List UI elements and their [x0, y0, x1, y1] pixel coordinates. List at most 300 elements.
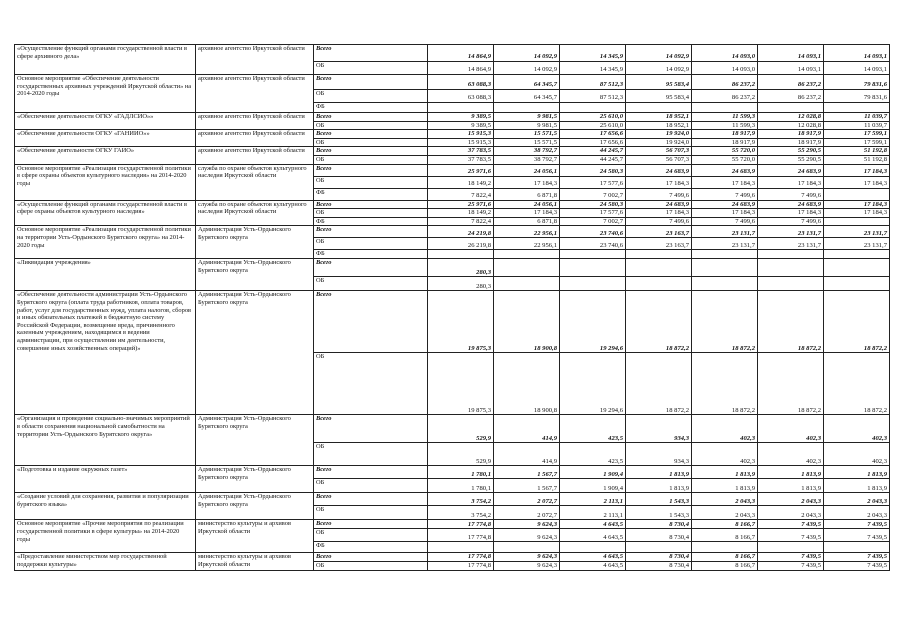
executor-cell: Администрация Усть-Ордынского Бурятского округа [196, 226, 314, 259]
amount-cell: 23 131,7 [824, 226, 890, 238]
amount-cell: 280,3 [428, 277, 494, 291]
amount-cell: 17 774,8 [428, 561, 494, 570]
amount-cell: 11 599,3 [692, 113, 758, 122]
amount-cell: 18 872,2 [692, 353, 758, 415]
funding-source-cell: Всего [314, 113, 428, 122]
amount-cell [626, 277, 692, 291]
amount-cell: 11 039,7 [824, 121, 890, 130]
amount-cell: 14 092,9 [494, 62, 560, 75]
amount-cell: 24 580,3 [560, 164, 626, 176]
amount-cell: 23 131,7 [758, 238, 824, 250]
amount-cell: 18 149,2 [428, 176, 494, 188]
amount-cell: 14 092,9 [626, 62, 692, 75]
amount-cell: 17 184,3 [692, 209, 758, 218]
amount-cell: 18 872,2 [692, 291, 758, 353]
funding-source-cell: ОБ [314, 238, 428, 250]
measure-name-cell: «Организация и проведение социально-значимых мероприятий в области сохранения национальной самобытности на территории Усть-Ордынского Бурятского округа» [15, 415, 196, 466]
amount-cell: 8 166,7 [692, 520, 758, 529]
amount-cell: 7 499,6 [758, 188, 824, 200]
amount-cell [692, 250, 758, 259]
amount-cell: 51 192,8 [824, 147, 890, 156]
amount-cell: 280,3 [428, 259, 494, 277]
amount-cell: 7 002,7 [560, 217, 626, 226]
amount-cell [692, 277, 758, 291]
table-row [15, 466, 890, 479]
amount-cell: 37 783,5 [428, 155, 494, 164]
table-row [15, 226, 890, 238]
amount-cell [560, 277, 626, 291]
measure-name-cell: «Обеспечение деятельности ОГКУ «ГАДЛСИО»» [15, 113, 196, 130]
amount-cell [428, 542, 494, 553]
amount-cell: 11 599,3 [692, 121, 758, 130]
funding-source-cell: ФБ [314, 188, 428, 200]
amount-cell: 86 237,2 [758, 90, 824, 103]
amount-cell: 12 028,8 [758, 113, 824, 122]
amount-cell [824, 188, 890, 200]
executor-cell: министерство культуры и архивов Иркутской области [196, 520, 314, 553]
amount-cell [626, 259, 692, 277]
amount-cell: 2 072,7 [494, 493, 560, 506]
amount-cell: 17 184,3 [824, 164, 890, 176]
table-row [15, 164, 890, 176]
funding-source-cell: ОБ [314, 62, 428, 75]
amount-cell: 23 131,7 [758, 226, 824, 238]
funding-source-cell: Всего [314, 466, 428, 479]
amount-cell: 529,9 [428, 415, 494, 443]
funding-source-cell: Всего [314, 553, 428, 562]
funding-source-cell: ОБ [314, 506, 428, 520]
amount-cell: 2 043,3 [692, 493, 758, 506]
amount-cell: 7 439,5 [824, 553, 890, 562]
amount-cell: 7 499,6 [626, 188, 692, 200]
amount-cell: 6 871,8 [494, 188, 560, 200]
amount-cell [824, 250, 890, 259]
funding-source-cell: ФБ [314, 103, 428, 113]
amount-cell: 414,9 [494, 415, 560, 443]
amount-cell: 79 831,6 [824, 75, 890, 90]
amount-cell: 17 184,3 [626, 176, 692, 188]
amount-cell: 14 093,1 [824, 45, 890, 62]
amount-cell: 8 166,7 [692, 529, 758, 542]
measure-name-cell: «Обеспечение деятельности ОГКУ «ГАНИИО»» [15, 130, 196, 147]
amount-cell: 402,3 [758, 443, 824, 466]
amount-cell [494, 542, 560, 553]
amount-cell: 2 072,7 [494, 506, 560, 520]
amount-cell [494, 277, 560, 291]
funding-source-cell: Всего [314, 147, 428, 156]
measure-name-cell: «Ликвидация учреждения» [15, 259, 196, 291]
table-row [15, 130, 890, 139]
amount-cell: 2 043,3 [692, 506, 758, 520]
amount-cell: 17 774,8 [428, 553, 494, 562]
amount-cell: 18 917,9 [758, 130, 824, 139]
amount-cell: 7 822,4 [428, 217, 494, 226]
amount-cell: 25 971,6 [428, 200, 494, 209]
amount-cell: 87 512,3 [560, 75, 626, 90]
amount-cell: 26 219,8 [428, 238, 494, 250]
measure-name-cell: Основное мероприятие «Реализация государственной политики в сфере охраны объектов культурного наследия» на 2014-2020 годы [15, 164, 196, 200]
amount-cell: 86 237,2 [692, 75, 758, 90]
amount-cell: 23 163,7 [626, 238, 692, 250]
table-row [15, 259, 890, 277]
amount-cell: 14 092,9 [494, 45, 560, 62]
amount-cell: 44 245,7 [560, 147, 626, 156]
amount-cell: 18 872,2 [758, 353, 824, 415]
amount-cell: 15 571,5 [494, 138, 560, 147]
funding-source-cell: Всего [314, 259, 428, 277]
amount-cell: 11 039,7 [824, 113, 890, 122]
executor-cell: служба по охране объектов культурного наследия Иркутской области [196, 200, 314, 226]
amount-cell: 14 345,9 [560, 45, 626, 62]
funding-source-cell: ОБ [314, 176, 428, 188]
amount-cell: 18 872,2 [626, 291, 692, 353]
executor-cell: архивное агентство Иркутской области [196, 113, 314, 130]
funding-source-cell: Всего [314, 75, 428, 90]
funding-source-cell: ОБ [314, 443, 428, 466]
amount-cell: 934,3 [626, 443, 692, 466]
amount-cell [626, 542, 692, 553]
table-row [15, 75, 890, 90]
table-row [15, 553, 890, 562]
amount-cell [560, 103, 626, 113]
amount-cell: 18 917,9 [692, 138, 758, 147]
amount-cell: 17 774,8 [428, 520, 494, 529]
amount-cell: 2 113,1 [560, 506, 626, 520]
funding-source-cell: ОБ [314, 138, 428, 147]
executor-cell: архивное агентство Иркутской области [196, 147, 314, 164]
amount-cell: 14 092,9 [626, 45, 692, 62]
amount-cell [824, 542, 890, 553]
funding-source-cell: Всего [314, 45, 428, 62]
amount-cell: 7 439,5 [824, 520, 890, 529]
funding-source-cell: Всего [314, 415, 428, 443]
amount-cell: 9 624,3 [494, 553, 560, 562]
amount-cell: 55 720,0 [692, 155, 758, 164]
amount-cell [626, 250, 692, 259]
amount-cell: 56 707,3 [626, 147, 692, 156]
amount-cell [494, 103, 560, 113]
amount-cell: 7 439,5 [758, 561, 824, 570]
amount-cell: 37 783,5 [428, 147, 494, 156]
amount-cell: 17 656,6 [560, 138, 626, 147]
amount-cell: 4 643,5 [560, 520, 626, 529]
amount-cell: 9 389,5 [428, 121, 494, 130]
amount-cell: 9 981,5 [494, 113, 560, 122]
amount-cell: 7 439,5 [824, 529, 890, 542]
amount-cell [824, 277, 890, 291]
amount-cell: 7 499,6 [758, 217, 824, 226]
amount-cell: 17 184,3 [494, 209, 560, 218]
amount-cell: 23 740,6 [560, 226, 626, 238]
amount-cell: 18 872,2 [626, 353, 692, 415]
amount-cell: 17 184,3 [626, 209, 692, 218]
amount-cell [494, 250, 560, 259]
executor-cell: архивное агентство Иркутской области [196, 45, 314, 75]
amount-cell: 8 730,4 [626, 553, 692, 562]
amount-cell: 18 872,2 [758, 291, 824, 353]
amount-cell: 934,3 [626, 415, 692, 443]
amount-cell: 402,3 [692, 443, 758, 466]
amount-cell: 1 543,3 [626, 493, 692, 506]
funding-source-cell: ОБ [314, 479, 428, 493]
amount-cell: 14 093,1 [824, 62, 890, 75]
funding-source-cell: ОБ [314, 209, 428, 218]
table-row [15, 415, 890, 443]
amount-cell: 17 184,3 [494, 176, 560, 188]
amount-cell: 18 900,8 [494, 291, 560, 353]
amount-cell: 38 792,7 [494, 155, 560, 164]
amount-cell: 2 043,3 [758, 506, 824, 520]
amount-cell [626, 103, 692, 113]
amount-cell [758, 259, 824, 277]
amount-cell: 414,9 [494, 443, 560, 466]
budget-table-page [14, 44, 889, 571]
amount-cell: 7 439,5 [758, 529, 824, 542]
table-row [15, 200, 890, 209]
amount-cell: 24 683,9 [692, 164, 758, 176]
amount-cell: 8 730,4 [626, 529, 692, 542]
measure-name-cell: «Обеспечение деятельности администрации Усть-Ордынского Бурятского округа (оплата труда работников, оплата товаров, работ, услуг для государственных нужд, уплата налогов, сборов и иных обязательных платежей в бюджетную систему Российской Федерации, возмещение вреда, причиненного казенным учреждением, находящимся в ведении администрации, при осуществлении им деятельности, совершение иных хозяйственных операций)» [15, 291, 196, 415]
amount-cell: 7 499,6 [692, 217, 758, 226]
amount-cell [758, 103, 824, 113]
executor-cell: Администрация Усть-Ордынского Бурятского округа [196, 259, 314, 291]
amount-cell: 79 831,6 [824, 90, 890, 103]
amount-cell: 1 813,9 [692, 466, 758, 479]
amount-cell: 4 643,5 [560, 529, 626, 542]
executor-cell: Администрация Усть-Ордынского Бурятского округа [196, 493, 314, 520]
amount-cell: 402,3 [758, 415, 824, 443]
amount-cell: 24 056,1 [494, 200, 560, 209]
funding-source-cell: ОБ [314, 121, 428, 130]
amount-cell: 402,3 [824, 443, 890, 466]
amount-cell: 63 088,3 [428, 90, 494, 103]
budget-table [14, 44, 890, 571]
amount-cell: 9 624,3 [494, 520, 560, 529]
amount-cell: 25 610,0 [560, 121, 626, 130]
amount-cell: 24 580,3 [560, 200, 626, 209]
amount-cell: 1 813,9 [626, 466, 692, 479]
funding-source-cell: ФБ [314, 250, 428, 259]
measure-name-cell: Основное мероприятие «Прочие мероприятия по реализации государственной политики в сфере культуры» на 2014-2020 годы [15, 520, 196, 553]
amount-cell: 1 813,9 [824, 466, 890, 479]
funding-source-cell: Всего [314, 493, 428, 506]
amount-cell: 17 774,8 [428, 529, 494, 542]
amount-cell [692, 542, 758, 553]
measure-name-cell: «Предоставление министерством мер государственной поддержки культуры» [15, 553, 196, 570]
amount-cell: 17 599,1 [824, 130, 890, 139]
amount-cell: 9 624,3 [494, 529, 560, 542]
amount-cell: 24 683,9 [626, 200, 692, 209]
amount-cell: 2 043,3 [824, 493, 890, 506]
amount-cell: 1 780,1 [428, 466, 494, 479]
amount-cell [758, 542, 824, 553]
funding-source-cell: Всего [314, 226, 428, 238]
amount-cell [428, 250, 494, 259]
funding-source-cell: Всего [314, 520, 428, 529]
measure-name-cell: Основное мероприятие «Обеспечение деятельности государственных архивных учреждений Иркутской области» на 2014-2020 годы [15, 75, 196, 113]
amount-cell: 18 872,2 [824, 291, 890, 353]
measure-name-cell: «Обеспечение деятельности ОГКУ ГАИО» [15, 147, 196, 164]
amount-cell: 3 754,2 [428, 493, 494, 506]
amount-cell [560, 250, 626, 259]
amount-cell: 24 683,9 [692, 200, 758, 209]
amount-cell: 7 439,5 [758, 520, 824, 529]
amount-cell: 87 512,3 [560, 90, 626, 103]
executor-cell: Администрация Усть-Ордынского Бурятского округа [196, 415, 314, 466]
amount-cell: 4 643,5 [560, 553, 626, 562]
funding-source-cell: ОБ [314, 529, 428, 542]
amount-cell: 402,3 [692, 415, 758, 443]
amount-cell: 86 237,2 [758, 75, 824, 90]
amount-cell: 17 184,3 [758, 176, 824, 188]
amount-cell: 18 872,2 [824, 353, 890, 415]
amount-cell: 14 093,1 [758, 45, 824, 62]
amount-cell: 1 813,9 [824, 479, 890, 493]
funding-source-cell: Всего [314, 164, 428, 176]
amount-cell: 7 439,5 [824, 561, 890, 570]
amount-cell: 51 192,8 [824, 155, 890, 164]
amount-cell [560, 259, 626, 277]
amount-cell: 18 149,2 [428, 209, 494, 218]
amount-cell [428, 103, 494, 113]
funding-source-cell: ФБ [314, 217, 428, 226]
amount-cell: 17 184,3 [758, 209, 824, 218]
amount-cell [494, 259, 560, 277]
amount-cell: 402,3 [824, 415, 890, 443]
measure-name-cell: «Осуществление функций органами государственной власти в сфере архивного дела» [15, 45, 196, 75]
amount-cell: 19 875,3 [428, 291, 494, 353]
amount-cell: 15 915,3 [428, 138, 494, 147]
amount-cell: 17 184,3 [824, 200, 890, 209]
funding-source-cell: ОБ [314, 90, 428, 103]
amount-cell: 3 754,2 [428, 506, 494, 520]
amount-cell: 17 184,3 [824, 176, 890, 188]
amount-cell: 9 981,5 [494, 121, 560, 130]
measure-name-cell: Основное мероприятие «Реализация государственной политики на территории Усть-Ордынского Бурятского округа» на 2014-2020 годы [15, 226, 196, 259]
amount-cell: 19 294,6 [560, 291, 626, 353]
amount-cell: 1 567,7 [494, 479, 560, 493]
amount-cell: 1 813,9 [758, 466, 824, 479]
amount-cell: 64 345,7 [494, 90, 560, 103]
measure-name-cell: «Подготовка и издание окружных газет» [15, 466, 196, 493]
table-row [15, 493, 890, 506]
amount-cell: 55 290,5 [758, 147, 824, 156]
amount-cell: 1 813,9 [692, 479, 758, 493]
amount-cell: 2 113,1 [560, 493, 626, 506]
amount-cell: 7 499,6 [692, 188, 758, 200]
amount-cell: 14 093,0 [692, 62, 758, 75]
amount-cell: 17 577,6 [560, 176, 626, 188]
amount-cell: 19 924,0 [626, 130, 692, 139]
amount-cell: 18 952,1 [626, 113, 692, 122]
amount-cell: 8 166,7 [692, 553, 758, 562]
amount-cell: 55 720,0 [692, 147, 758, 156]
executor-cell: министерство культуры и архивов Иркутской области [196, 553, 314, 570]
amount-cell: 2 043,3 [824, 506, 890, 520]
amount-cell: 18 917,9 [758, 138, 824, 147]
amount-cell: 7 499,6 [626, 217, 692, 226]
amount-cell: 19 875,3 [428, 353, 494, 415]
amount-cell: 23 131,7 [692, 238, 758, 250]
amount-cell: 15 571,5 [494, 130, 560, 139]
amount-cell: 1 909,4 [560, 466, 626, 479]
amount-cell: 423,5 [560, 443, 626, 466]
amount-cell: 1 813,9 [758, 479, 824, 493]
funding-source-cell: Всего [314, 200, 428, 209]
amount-cell: 1 543,3 [626, 506, 692, 520]
amount-cell: 14 093,0 [692, 45, 758, 62]
executor-cell: архивное агентство Иркутской области [196, 130, 314, 147]
funding-source-cell: ОБ [314, 155, 428, 164]
funding-source-cell: ОБ [314, 561, 428, 570]
amount-cell: 63 088,3 [428, 75, 494, 90]
amount-cell: 14 864,9 [428, 45, 494, 62]
table-row [15, 291, 890, 353]
amount-cell: 17 184,3 [692, 176, 758, 188]
amount-cell: 95 583,4 [626, 75, 692, 90]
amount-cell: 55 290,5 [758, 155, 824, 164]
amount-cell: 23 740,6 [560, 238, 626, 250]
amount-cell: 17 599,1 [824, 138, 890, 147]
funding-source-cell: ФБ [314, 542, 428, 553]
amount-cell: 1 909,4 [560, 479, 626, 493]
amount-cell: 14 864,9 [428, 62, 494, 75]
amount-cell: 18 917,9 [692, 130, 758, 139]
executor-cell: Администрация Усть-Ордынского Бурятского округа [196, 466, 314, 493]
funding-source-cell: Всего [314, 130, 428, 139]
amount-cell: 17 577,6 [560, 209, 626, 218]
amount-cell: 1 567,7 [494, 466, 560, 479]
funding-source-cell: Всего [314, 291, 428, 353]
amount-cell: 18 900,8 [494, 353, 560, 415]
amount-cell: 8 166,7 [692, 561, 758, 570]
amount-cell: 6 871,8 [494, 217, 560, 226]
amount-cell: 25 971,6 [428, 164, 494, 176]
amount-cell: 17 656,6 [560, 130, 626, 139]
amount-cell: 24 683,9 [626, 164, 692, 176]
amount-cell: 44 245,7 [560, 155, 626, 164]
amount-cell: 529,9 [428, 443, 494, 466]
amount-cell: 7 002,7 [560, 188, 626, 200]
amount-cell: 7 439,5 [758, 553, 824, 562]
amount-cell: 4 643,5 [560, 561, 626, 570]
amount-cell: 38 792,7 [494, 147, 560, 156]
amount-cell: 19 924,0 [626, 138, 692, 147]
measure-name-cell: «Создание условий для сохранения, развития и популяризации бурятского языка» [15, 493, 196, 520]
amount-cell: 1 813,9 [626, 479, 692, 493]
executor-cell: Администрация Усть-Ордынского Бурятского округа [196, 291, 314, 415]
amount-cell: 24 219,8 [428, 226, 494, 238]
amount-cell: 23 131,7 [824, 238, 890, 250]
amount-cell: 24 683,9 [758, 200, 824, 209]
table-row [15, 45, 890, 62]
amount-cell: 22 956,1 [494, 238, 560, 250]
amount-cell: 23 163,7 [626, 226, 692, 238]
amount-cell: 8 730,4 [626, 520, 692, 529]
amount-cell: 423,5 [560, 415, 626, 443]
amount-cell: 8 730,4 [626, 561, 692, 570]
amount-cell: 24 683,9 [758, 164, 824, 176]
amount-cell [824, 217, 890, 226]
table-row [15, 520, 890, 529]
amount-cell: 86 237,2 [692, 90, 758, 103]
amount-cell: 25 610,0 [560, 113, 626, 122]
amount-cell: 22 956,1 [494, 226, 560, 238]
amount-cell: 14 345,9 [560, 62, 626, 75]
amount-cell: 64 345,7 [494, 75, 560, 90]
amount-cell [824, 259, 890, 277]
amount-cell [692, 103, 758, 113]
